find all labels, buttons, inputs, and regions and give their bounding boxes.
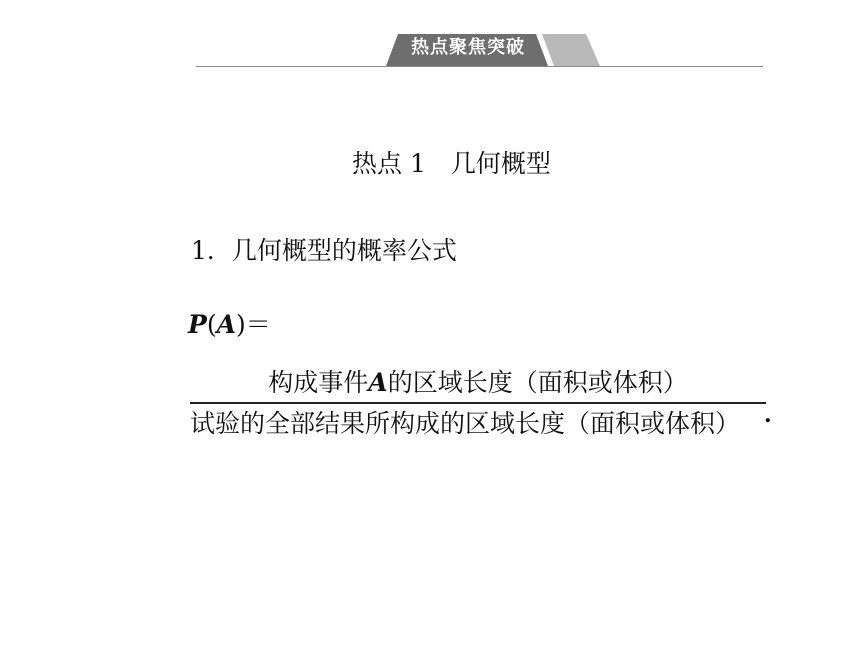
formula-period: . [764, 402, 772, 428]
banner-light-shape [542, 34, 600, 66]
numerator-var: A [368, 368, 388, 397]
numerator-pre: 构成事件 [268, 368, 369, 397]
item-heading: 1．几何概型的概率公式 [191, 236, 457, 265]
formula-open-paren: ( [206, 310, 217, 339]
section-title: 热点 1 几何概型 [352, 149, 551, 178]
numerator-post: 的区域长度（面积或体积） [387, 368, 688, 397]
formula-event-a: A [216, 310, 236, 339]
formula-p: P [188, 310, 207, 339]
fraction-numerator [190, 365, 766, 401]
fraction-bar [190, 402, 766, 404]
fraction-denominator: 试验的全部结果所构成的区域长度（面积或体积） [190, 409, 741, 438]
banner-label: 热点聚焦突破 [411, 37, 525, 58]
formula-lhs [188, 307, 271, 343]
formula-close-equals: )＝ [235, 310, 271, 339]
